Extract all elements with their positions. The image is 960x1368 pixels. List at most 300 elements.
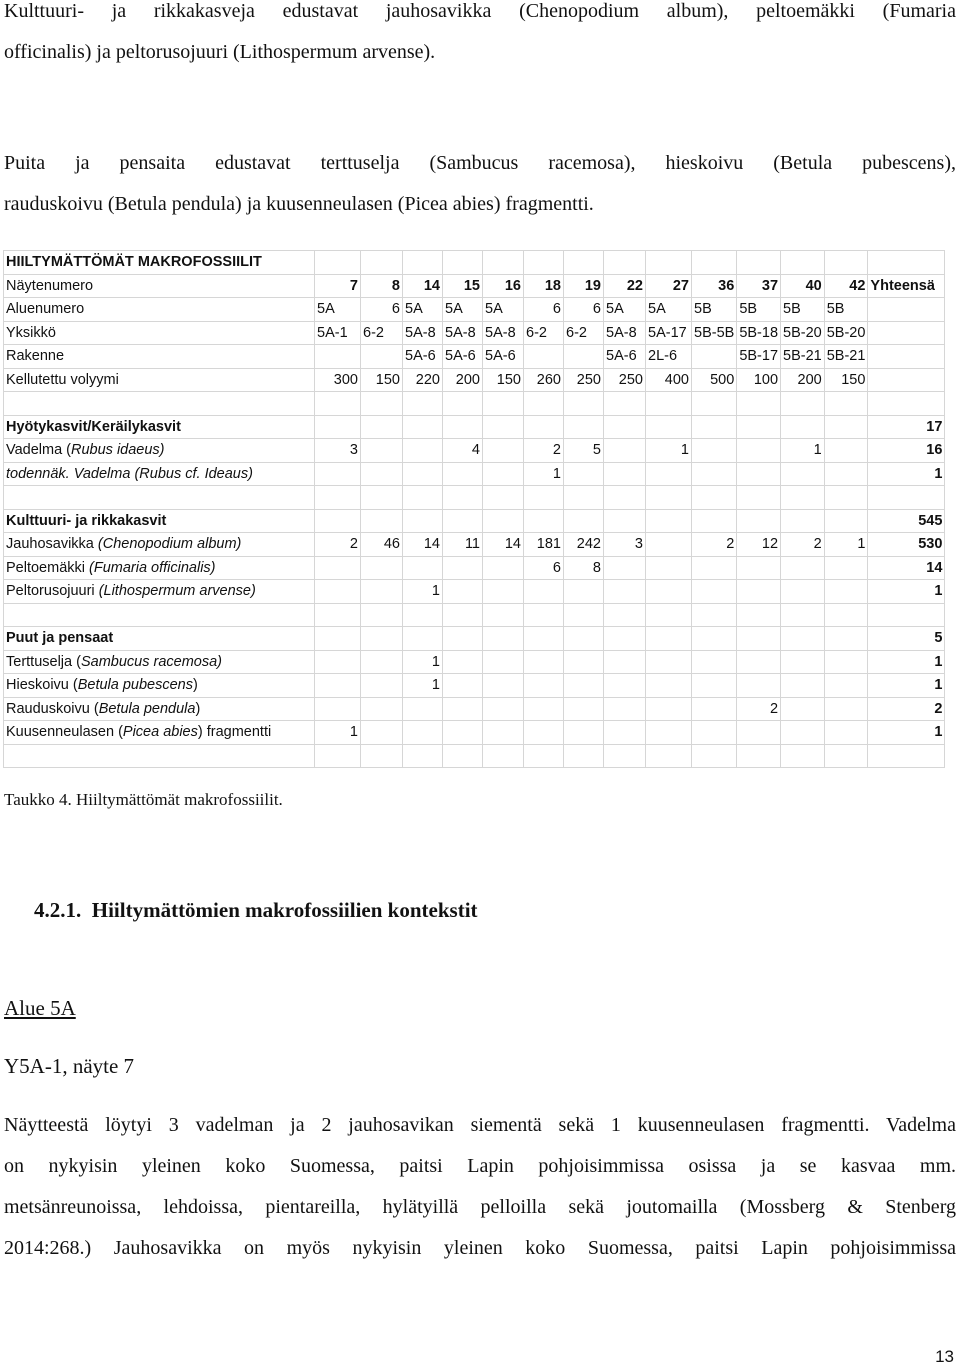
table-cell: 5A-6 [443, 345, 483, 369]
table-cell [737, 603, 781, 627]
table-cell [824, 439, 868, 463]
species-name [4, 697, 315, 721]
table-cell [692, 721, 737, 745]
species-latin-name: Picea abies [122, 724, 198, 741]
species-latin-name: Rubus [139, 465, 182, 482]
table-row [4, 697, 945, 721]
table-cell [692, 509, 737, 533]
table-cell [361, 674, 403, 698]
species-latin-name: (Lithospermum arvense) [98, 583, 256, 600]
table-cell [361, 439, 403, 463]
table-cell [646, 697, 692, 721]
table-row [4, 368, 945, 392]
table-cell [361, 721, 403, 745]
table-row [4, 603, 945, 627]
table-row [4, 462, 945, 486]
table-cell [737, 251, 781, 275]
table-cell: 37 [737, 274, 781, 298]
table-cell: 40 [781, 274, 825, 298]
table-cell [646, 251, 692, 275]
table-cell [361, 345, 403, 369]
table-cell [483, 744, 524, 768]
table-cell [315, 697, 361, 721]
table-cell [443, 580, 483, 604]
table-cell [443, 462, 483, 486]
table-cell: 6-2 [361, 321, 403, 345]
table-row [4, 556, 945, 580]
total-cell: 1 [868, 580, 945, 604]
table-cell [483, 462, 524, 486]
table-cell [524, 580, 564, 604]
table-cell [483, 556, 524, 580]
table-cell [781, 603, 825, 627]
table-cell [483, 580, 524, 604]
species-name [4, 674, 315, 698]
table-cell [737, 674, 781, 698]
table-cell [737, 721, 781, 745]
table-cell [443, 509, 483, 533]
table-cell [443, 415, 483, 439]
table-cell: 4 [443, 439, 483, 463]
table-cell: 6-2 [564, 321, 604, 345]
table-cell [403, 556, 443, 580]
table-title: HIILTYMÄTTÖMÄT MAKROFOSSIILIT [4, 251, 315, 275]
table-cell [564, 345, 604, 369]
table-cell [737, 744, 781, 768]
table-cell [4, 603, 315, 627]
table-cell [646, 486, 692, 510]
table-row [4, 439, 945, 463]
table-cell: 5B [824, 298, 868, 322]
species-latin-name: Ideaus [204, 465, 249, 482]
table-cell [315, 744, 361, 768]
table-cell: 5A [315, 298, 361, 322]
table-cell [646, 603, 692, 627]
table-cell: 242 [564, 533, 604, 557]
table-cell: 5B-21 [824, 345, 868, 369]
table-cell [604, 439, 646, 463]
table-cell: 3 [315, 439, 361, 463]
table-cell: 5B [737, 298, 781, 322]
total-cell: 1 [868, 674, 945, 698]
table-cell [646, 462, 692, 486]
table-cell [483, 674, 524, 698]
table-cell [646, 674, 692, 698]
group-total: 545 [868, 509, 945, 533]
table-cell: 5A [483, 298, 524, 322]
table-cell [737, 627, 781, 651]
table-cell: 5A-6 [483, 345, 524, 369]
species-common-name: ) [195, 700, 201, 717]
intro-paragraph-2 [4, 143, 956, 225]
species-common-name: todennäk. Vadelma ( [6, 465, 140, 482]
table-cell: 14 [403, 274, 443, 298]
intro-line: officinalis) ja peltorusojuuri (Lithospermum arvense). [4, 41, 436, 63]
table-cell [403, 697, 443, 721]
table-cell: 14 [403, 533, 443, 557]
table-cell: 5 [564, 439, 604, 463]
table-row [4, 486, 945, 510]
table-cell [361, 509, 403, 533]
table-cell [403, 462, 443, 486]
group-heading-row [4, 415, 945, 439]
species-name [4, 650, 315, 674]
table-cell [646, 533, 692, 557]
table-cell: 1 [781, 439, 825, 463]
total-cell: 1 [868, 650, 945, 674]
species-latin-name: (Fumaria officinalis) [89, 559, 216, 576]
table-cell [824, 674, 868, 698]
total-cell [868, 368, 945, 392]
table-cell: 400 [646, 368, 692, 392]
table-cell: 2 [737, 697, 781, 721]
table-cell [524, 251, 564, 275]
table-cell [824, 580, 868, 604]
table-cell [483, 415, 524, 439]
table-cell: 6 [524, 556, 564, 580]
table-cell [524, 721, 564, 745]
table-cell [443, 721, 483, 745]
table-cell [646, 650, 692, 674]
table-row [4, 580, 945, 604]
table-cell [315, 251, 361, 275]
table-cell: 1 [403, 580, 443, 604]
table-cell: 15 [443, 274, 483, 298]
table-cell [781, 509, 825, 533]
table-cell [524, 345, 564, 369]
table-cell [737, 486, 781, 510]
species-name [4, 556, 315, 580]
table-cell [443, 674, 483, 698]
table-caption: Taukko 4. Hiiltymättömät makrofossiilit. [4, 790, 283, 809]
table-cell: 5A-1 [315, 321, 361, 345]
table-cell: 1 [646, 439, 692, 463]
table-cell [443, 744, 483, 768]
table-cell [483, 627, 524, 651]
table-cell [361, 603, 403, 627]
species-common-name: Hieskoivu ( [6, 677, 78, 694]
table-cell [824, 251, 868, 275]
table-cell [737, 392, 781, 416]
table-cell: 1 [403, 650, 443, 674]
table-cell [524, 697, 564, 721]
table-cell [868, 486, 945, 510]
table-cell: 5B-20 [824, 321, 868, 345]
table-cell [604, 509, 646, 533]
species-common-name: ) [248, 465, 253, 482]
species-common-name: cf. [181, 465, 205, 482]
table-cell [361, 580, 403, 604]
table-row [4, 674, 945, 698]
table-cell [737, 556, 781, 580]
table-cell [824, 556, 868, 580]
table-cell [315, 392, 361, 416]
table-cell [361, 697, 403, 721]
table-cell [781, 697, 825, 721]
intro-paragraph-1 [4, 0, 956, 73]
table-cell [315, 674, 361, 698]
table-cell [692, 744, 737, 768]
table-cell [781, 392, 825, 416]
table-cell [646, 721, 692, 745]
page-number: 13 [935, 1347, 954, 1366]
table-cell [4, 744, 315, 768]
table-cell: 181 [524, 533, 564, 557]
table-cell [315, 462, 361, 486]
table-cell [483, 486, 524, 510]
table-cell [737, 439, 781, 463]
species-latin-name: Sambucus racemosa) [80, 653, 222, 670]
table-cell [781, 721, 825, 745]
table-cell [781, 674, 825, 698]
table-row [4, 533, 945, 557]
table-cell [824, 415, 868, 439]
table-cell [403, 721, 443, 745]
species-name [4, 462, 315, 486]
total-cell: 530 [868, 533, 945, 557]
species-name [4, 580, 315, 604]
species-common-name: Terttuselja ( [6, 653, 81, 670]
table-cell: 260 [524, 368, 564, 392]
table-cell [564, 650, 604, 674]
species-common-name: ) [193, 677, 198, 694]
table-cell [443, 486, 483, 510]
area-heading: Alue 5A [4, 996, 76, 1020]
table-cell [781, 627, 825, 651]
table-cell [646, 509, 692, 533]
table-cell [564, 462, 604, 486]
table-cell [315, 650, 361, 674]
species-name [4, 533, 315, 557]
species-common-name: Vadelma ( [6, 442, 72, 459]
table-cell: 250 [564, 368, 604, 392]
table-cell: 7 [315, 274, 361, 298]
table-cell [564, 580, 604, 604]
table-cell [824, 603, 868, 627]
group-heading: Puut ja pensaat [4, 627, 315, 651]
table-cell [361, 650, 403, 674]
table-cell [824, 486, 868, 510]
total-cell: Yhteensä [868, 274, 945, 298]
table-cell [692, 580, 737, 604]
table-cell: 5A-8 [604, 321, 646, 345]
table-cell [781, 486, 825, 510]
table-cell: 2 [781, 533, 825, 557]
species-name [4, 721, 315, 745]
sample-heading: Y5A-1, näyte 7 [4, 1054, 135, 1078]
table-cell [524, 744, 564, 768]
table-cell [483, 697, 524, 721]
total-cell: 1 [868, 721, 945, 745]
table-cell: 2L-6 [646, 345, 692, 369]
table-cell [524, 627, 564, 651]
table-cell [315, 509, 361, 533]
table-cell [604, 721, 646, 745]
table-cell [483, 650, 524, 674]
group-heading-row [4, 627, 945, 651]
table-cell [403, 627, 443, 651]
table-cell: 5B-21 [781, 345, 825, 369]
table-cell [604, 674, 646, 698]
table-cell [692, 603, 737, 627]
table-cell [403, 439, 443, 463]
table-cell: 5B-20 [781, 321, 825, 345]
species-common-name: Peltoemäkki [6, 559, 90, 576]
table-cell [443, 251, 483, 275]
table-cell: 5A [403, 298, 443, 322]
table-cell [524, 486, 564, 510]
group-total: 5 [868, 627, 945, 651]
table-cell [361, 627, 403, 651]
table-cell: 100 [737, 368, 781, 392]
table-cell: 300 [315, 368, 361, 392]
table-cell [737, 580, 781, 604]
row-label: Kellutettu volyymi [4, 368, 315, 392]
table-cell: 27 [646, 274, 692, 298]
table-cell [781, 415, 825, 439]
table-cell: 6 [524, 298, 564, 322]
table-cell [524, 415, 564, 439]
table-cell [604, 462, 646, 486]
table-cell: 5A-6 [604, 345, 646, 369]
table-cell: 14 [483, 533, 524, 557]
table-cell [443, 650, 483, 674]
section-heading: 4.2.1. Hiiltymättömien makrofossiilien kontekstit [34, 898, 478, 922]
row-label: Rakenne [4, 345, 315, 369]
group-heading-row [4, 509, 945, 533]
table-cell [564, 509, 604, 533]
table-cell [868, 744, 945, 768]
intro-line: Puita ja pensaita edustavat terttuselja (Sambucus racemosa), hieskoivu (Betula pubescens), [4, 152, 956, 174]
table-cell [315, 486, 361, 510]
species-latin-name: (Chenopodium album) [97, 536, 242, 553]
table-cell [868, 392, 945, 416]
macrofossil-table [3, 250, 945, 768]
table-cell [737, 462, 781, 486]
table-cell [315, 627, 361, 651]
table-cell [443, 627, 483, 651]
table-cell: 6-2 [524, 321, 564, 345]
group-total: 17 [868, 415, 945, 439]
table-cell [564, 697, 604, 721]
table-cell [604, 556, 646, 580]
table-cell [604, 744, 646, 768]
table-cell [604, 603, 646, 627]
table-cell [403, 486, 443, 510]
table-cell: 2 [524, 439, 564, 463]
table-row [4, 251, 945, 275]
table-cell: 150 [361, 368, 403, 392]
body-line: 2014:268.) Jauhosavikka on myös nykyisin yleinen koko Suomessa, paitsi Lapin pohjoisimmissa [4, 1237, 956, 1259]
table-cell: 500 [692, 368, 737, 392]
table-cell: 5A-6 [403, 345, 443, 369]
table-cell [524, 509, 564, 533]
table-cell [604, 486, 646, 510]
table-cell: 200 [781, 368, 825, 392]
table-cell: 150 [483, 368, 524, 392]
table-cell [524, 603, 564, 627]
table-cell [361, 462, 403, 486]
table-cell [692, 674, 737, 698]
table-cell [646, 392, 692, 416]
table-cell [483, 251, 524, 275]
table-cell [315, 580, 361, 604]
table-cell: 5B-18 [737, 321, 781, 345]
table-cell [604, 650, 646, 674]
table-cell [564, 251, 604, 275]
table-row [4, 321, 945, 345]
table-cell [737, 650, 781, 674]
table-cell [824, 697, 868, 721]
table-cell: 3 [604, 533, 646, 557]
table-cell: 5A-17 [646, 321, 692, 345]
table-cell [483, 392, 524, 416]
table-cell [403, 415, 443, 439]
table-cell: 1 [315, 721, 361, 745]
table-row [4, 274, 945, 298]
table-cell [524, 650, 564, 674]
table-cell [315, 603, 361, 627]
table-cell: 22 [604, 274, 646, 298]
table-cell: 5A [443, 298, 483, 322]
table-cell [646, 415, 692, 439]
table-cell: 5B-5B [692, 321, 737, 345]
table-cell [781, 580, 825, 604]
table-cell [824, 650, 868, 674]
table-cell: 46 [361, 533, 403, 557]
table-cell [604, 415, 646, 439]
table-cell: 5A-8 [483, 321, 524, 345]
table-cell [403, 509, 443, 533]
table-cell: 11 [443, 533, 483, 557]
table-cell [781, 462, 825, 486]
species-common-name: Kuusenneulasen ( [6, 724, 123, 741]
species-latin-name: Betula pubescens [77, 677, 193, 694]
table-cell: 5A-8 [403, 321, 443, 345]
row-label: Näytenumero [4, 274, 315, 298]
table-cell [524, 674, 564, 698]
table-cell: 5A-8 [443, 321, 483, 345]
total-cell: 1 [868, 462, 945, 486]
table-cell [564, 415, 604, 439]
table-cell [692, 650, 737, 674]
total-cell: 2 [868, 697, 945, 721]
intro-line: Kulttuuri- ja rikkakasveja edustavat jauhosavikka (Chenopodium album), peltoemäkki (Fumaria [4, 0, 956, 22]
table-cell [692, 627, 737, 651]
row-label: Yksikkö [4, 321, 315, 345]
table-cell: 1 [824, 533, 868, 557]
table-cell [361, 744, 403, 768]
table-cell [646, 580, 692, 604]
table-cell [692, 556, 737, 580]
species-common-name: Jauhosavikka [6, 536, 98, 553]
table-cell: 19 [564, 274, 604, 298]
table-cell: 8 [564, 556, 604, 580]
species-common-name: Rauduskoivu ( [6, 700, 99, 717]
table-cell: 5B [692, 298, 737, 322]
table-cell: 5A [604, 298, 646, 322]
table-cell [443, 603, 483, 627]
table-cell [483, 721, 524, 745]
table-cell [361, 486, 403, 510]
table-cell [824, 509, 868, 533]
table-cell [737, 509, 781, 533]
table-cell [483, 509, 524, 533]
species-latin-name: Rubus idaeus) [71, 442, 165, 459]
table-cell: 150 [824, 368, 868, 392]
total-cell [868, 321, 945, 345]
table-cell [692, 392, 737, 416]
